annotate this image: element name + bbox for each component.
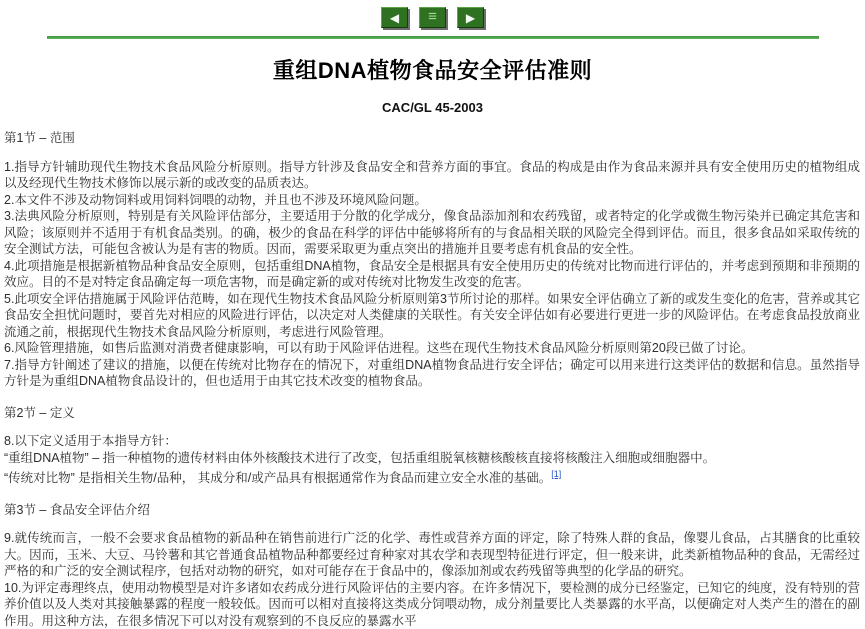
top-toolbar [0,0,865,28]
paragraph: 4.此项措施是根据新植物品种食品安全原则，包括重组DNA植物，食品安全是根据具有安全使用历史的传统对比物而进行评估的，并考虑到预期和非预期的效应。目的不是对特定食品确定每一项危害物，而是确定新的或对传统对比物发生改变的危害。 [4,258,860,289]
paragraph: “传统对比物” 是指相关生物/品种， 其成分和/或产品具有根据通常作为食品而建立安全水准的基础。[1] [4,469,562,486]
paragraph: 10.为评定毒理终点，使用动物模型是对许多诸如农药成分进行风险评估的主要内容。在许多情况下，要检测的成分已经鉴定，已知它的纯度，没有特别的营养价值以及人类对其接触暴露的程度一般较低。因而可以相对直接将这类成分饲喂动物，成分剂量要比人类暴露的水平高，以便确定对人类产生的潜在的副作用。用这种方法，在很多情况下可以对没有观察到的不良反应的暴露水平 [4,580,860,628]
document-body [0,130,865,629]
page-title: 重组DNA植物食品安全评估准则 [272,58,593,83]
paragraph: 9.就传统而言，一般不会要求食品植物的新品种在销售前进行广泛的化学、毒性或营养方面的评定，除了特殊人群的食品，像婴儿食品，占其膳食的比重较大。因而，玉米、大豆、马铃薯和其它普通食品植物品种都要经过育种家对其农学和表现型特征进行评定，但一般来讲，此类新植物品种的食品，无需经过严格的和广泛的安全测试程序，包括对动物的研究，如对可能存在于食品中的，像添加剂或农药残留等典型的化学品的研究。 [4,531,860,579]
paragraph: 6.风险管理措施，如售后监测对消费者健康影响，可以有助于风险评估进程。这些在现代生物技术食品风险分析原则第20段已做了讨论。 [4,341,754,355]
footnote-link[interactable]: [1] [551,469,562,479]
paragraph: “重组DNA植物” – 指一种植物的遗传材料由体外核酸技术进行了改变，包括重组脱氧核糖核酸核直接将核酸注入细胞或细胞器中。 [4,450,716,465]
footnote-superscript [551,469,561,480]
forward-button[interactable] [457,7,484,28]
left-arrow-icon: ◀ [389,10,400,25]
paragraph: 8.以下定义适用于本指导方针： [4,434,177,448]
list-icon: ≡ [428,8,437,25]
back-button[interactable] [381,7,408,28]
paragraph: 7.指导方针阐述了建议的措施，以便在传统对比物存在的情况下，对重组DNA植物食品进行安全评估；确定可以用来进行这类评估的数据和信息。虽然指导方针是为重组DNA植物食品设计的，但也适用于由其它技术改变的植物食品。 [4,357,860,388]
divider [47,36,819,39]
paragraph: 1.指导方针辅助现代生物技术食品风险分析原则。指导方针涉及食品安全和营养方面的事宜。食品的构成是由作为食品来源并具有安全使用历史的植物组成以及经现代生物技术修饰以展示新的或改变的品质表达。 [4,159,860,190]
paragraph: 5.此项安全评估措施属于风险评估范畴，如在现代生物技术食品风险分析原则第3节所讨论的那样。如果安全评估确立了新的或发生变化的危害，营养或其它食品安全担忧问题时，要首先对相应的风险进行评估，以决定对人类健康的关联性。有关安全评估如有必要进行更进一步的风险评估。在考虑食品投放商业流通之前，根据现代生物技术食品风险分析原则，考虑进行风险管理。 [4,291,860,339]
paragraph: 2.本文件不涉及动物饲料或用饲料饲喂的动物，并且也不涉及环境风险问题。 [4,192,427,207]
right-arrow-icon: ▶ [465,10,476,25]
section-heading: 第2节 – 定义 [4,405,75,420]
document-code: CAC/GL 45-2003 [382,100,483,115]
contents-button[interactable] [419,7,446,28]
section-heading: 第1节 – 范围 [4,131,75,145]
section-heading: 第3节 – 食品安全评估介绍 [4,502,150,517]
paragraph: 3.法典风险分析原则，特别是有关风险评估部分，主要适用于分散的化学成分，像食品添加剂和农药残留，或者特定的化学或微生物污染并已确定其危害和风险；该原则并不适用于有机食品类别。的确，极少的食品在科学的评估中能够将所有的与食品相关联的风险完全得到评估。而且，很多食品如采取传统的安全测试方法，可能包含被认为是有害的物质。因而，需要采取更为重点突出的措施并且要考虑有机食品的安全性。 [4,209,860,256]
